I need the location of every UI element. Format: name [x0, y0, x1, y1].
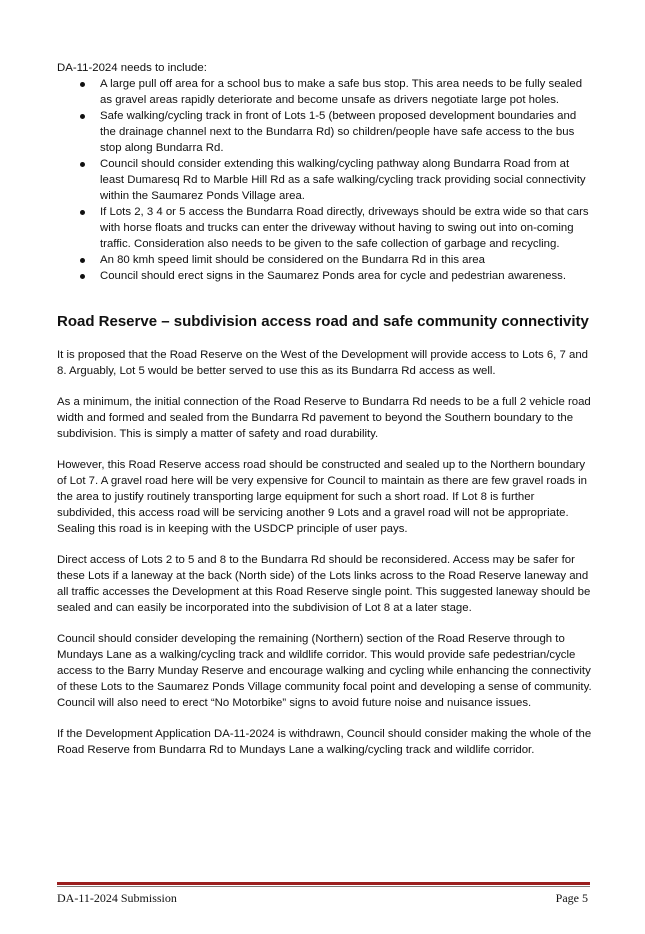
- list-item-text: A large pull off area for a school bus to make a safe bus stop. This area needs to be fully sealed as gravel areas rapidly deteriorate and become unsafe as drivers negotiate large pot holes.: [100, 78, 583, 106]
- bullet-icon: [80, 162, 85, 167]
- footer-divider-red: [57, 882, 590, 885]
- list-item: [57, 252, 593, 268]
- footer-divider-gray: [57, 886, 590, 887]
- section-heading: Road Reserve – subdivision access road and safe community connectivity: [57, 313, 589, 330]
- intro-text: DA-11-2024 needs to include:: [57, 62, 207, 74]
- paragraph: If the Development Application DA-11-2024 is withdrawn, Council should consider making the whole of the Road Reserve from Bundarra Rd to Mundays Lane a walking/cycling track and wildlife corridor.: [57, 728, 592, 756]
- footer-page-number: Page 5: [555, 891, 588, 905]
- paragraph: Direct access of Lots 2 to 5 and 8 to the Bundarra Rd should be reconsidered. Access may be safer for these Lots if a laneway at the back (North side) of the Lots links across to the Road Reserve laneway and all traffic accesses the Development at this Road Reserve single point. This suggested laneway should be sealed and can easily be incorporated into the subdivision of Lot 8 at a later stage.: [57, 554, 591, 614]
- list-item: [57, 76, 593, 108]
- bullet-icon: [80, 210, 85, 215]
- list-item: [57, 108, 593, 156]
- list-item-text: Council should erect signs in the Saumarez Ponds area for cycle and pedestrian awareness.: [100, 270, 567, 282]
- footer-document-title: DA-11-2024 Submission: [57, 891, 177, 905]
- bullet-icon: [80, 274, 85, 279]
- bullet-icon: [80, 82, 85, 87]
- page-content: [57, 60, 593, 773]
- paragraph: However, this Road Reserve access road should be constructed and sealed up to the Northern boundary of Lot 7. A gravel road here will be very expensive for Council to maintain as there are few gravel roads in the area to justify routinely transporting large equipment for such a short road. If Lot 8 is further subdivided, this access road will be servicing another 9 Lots and a gravel road will not be appropriate. Sealing this road is in keeping with the USDCP principle of user pays.: [57, 459, 587, 535]
- paragraph: As a minimum, the initial connection of the Road Reserve to Bundarra Rd needs to be a full 2 vehicle road width and formed and sealed from the Bundarra Rd pavement to beyond the Southern boundary to the subdivision. This is simply a matter of safety and road durability.: [57, 396, 591, 440]
- bullet-icon: [80, 258, 85, 263]
- list-item: [57, 156, 593, 204]
- list-item: [57, 204, 593, 252]
- paragraph: Council should consider developing the remaining (Northern) section of the Road Reserve through to Mundays Lane as a walking/cycling track and wildlife corridor. This would provide safe pedestrian/cycle access to the Barry Munday Reserve and encourage walking and cycling while enhancing the connectivity of these Lots to the Saumarez Ponds Village community focal point and developing a sense of community. Council will also need to erect “No Motorbike” signs to avoid future noise and nuisance issues.: [57, 633, 592, 709]
- list-item: [57, 268, 593, 284]
- list-item-text: Council should consider extending this walking/cycling pathway along Bundarra Road from at least Dumaresq Rd to Marble Hill Rd as a safe walking/cycling track providing social connectivity within the Saumarez Ponds Village area.: [100, 158, 586, 202]
- requirements-list: [57, 76, 593, 284]
- list-item-text: An 80 kmh speed limit should be considered on the Bundarra Rd in this area: [100, 254, 485, 266]
- list-item-text: If Lots 2, 3 4 or 5 access the Bundarra Road directly, driveways should be extra wide so that cars with horse floats and trucks can enter the driveway without having to swing out into on-coming traffic. Consideration also needs to be given to the safe collection of garbage and recycling.: [100, 206, 589, 250]
- bullet-icon: [80, 114, 85, 119]
- list-item-text: Safe walking/cycling track in front of Lots 1-5 (between proposed development boundaries and the drainage channel next to the Bundarra Rd) so children/people have safe access to the bus stop along Bundarra Rd.: [100, 110, 577, 154]
- paragraph: It is proposed that the Road Reserve on the West of the Development will provide access to Lots 6, 7 and 8. Arguably, Lot 5 would be better served to use this as its Bundarra Rd access as well.: [57, 349, 589, 377]
